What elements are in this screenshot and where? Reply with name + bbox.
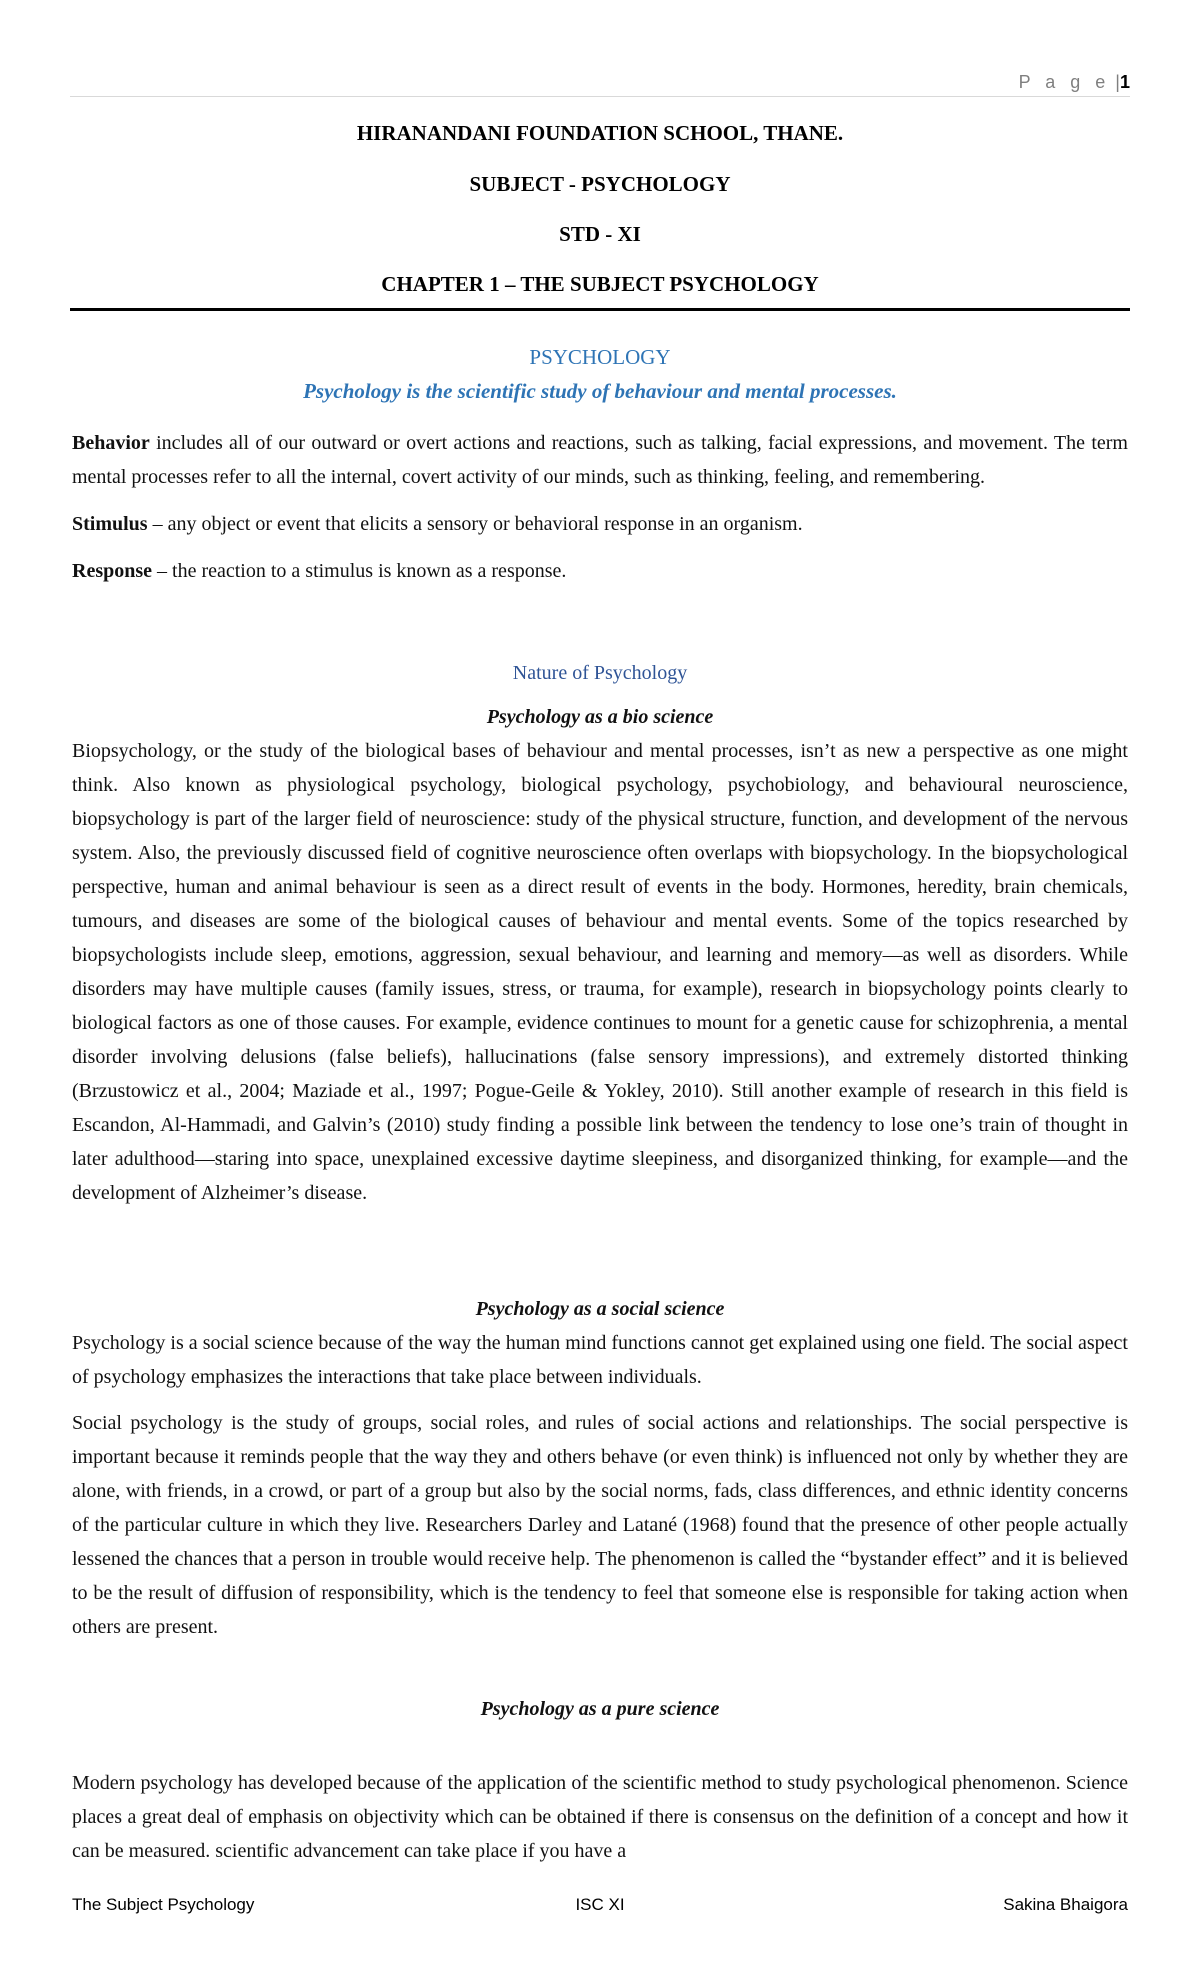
social-science-text-1: Psychology is a social science because of the way the human mind functions cannot get explained using one field. The social aspect of psychology emphasizes the interactions that take place between individuals. (72, 1332, 1128, 1388)
footer-right: Sakina Bhaigora (1003, 1895, 1128, 1914)
page-separator: | (1115, 72, 1120, 92)
terms-section (72, 426, 1128, 588)
page-label: P a g e (1018, 72, 1111, 92)
nature-heading: Nature of Psychology (512, 662, 688, 684)
behavior-text: includes all of our outward or overt actions and reactions, such as talking, facial expressions, and movement. The term mental processes refer to all the internal, covert activity of our minds, such as thinking, feeling, and remembering. (72, 432, 1128, 488)
social-science-text-2: Social psychology is the study of groups, social roles, and rules of social actions and relationships. The social perspective is important because it reminds people that the way they and others behave (or even think) is influenced not only by whether they are alone, with friends, in a crowd, or part of a group but also by the social norms, fads, class differences, and ethnic identity concerns of the particular culture in which they live. Researchers Darley and Latané (1968) found that the presence of other people actually lessened the chances that a person in trouble would receive help. The phenomenon is called the “bystander effect” and it is believed to be the result of diffusion of responsibility, which is the tendency to feel that someone else is responsible for taking action when others are present. (72, 1412, 1128, 1638)
social-science-section (72, 1292, 1128, 1644)
page-number: 1 (1119, 72, 1130, 92)
stimulus-text: – any object or event that elicits a sensory or behavioral response in an organism. (147, 513, 803, 535)
pure-science-text: Modern psychology has developed because of the application of the scientific method to study psychological phenomenon. Science places a great deal of emphasis on objectivity which can be obtained if there is consensus on the definition of a concept and how it can be measured. scientific advancement can take place if you have a (72, 1772, 1128, 1862)
chapter-title: CHAPTER 1 – THE SUBJECT PSYCHOLOGY (381, 272, 819, 296)
response-text: – the reaction to a stimulus is known as a response. (152, 560, 567, 582)
school-title: HIRANANDANI FOUNDATION SCHOOL, THANE. (356, 121, 844, 145)
footer-center: ISC XI (575, 1895, 625, 1914)
header-divider (70, 96, 1130, 97)
response-term: Response (72, 560, 153, 582)
subject-title: SUBJECT - PSYCHOLOGY (469, 172, 731, 196)
page-number-header (1019, 72, 1130, 93)
bio-science-text: Biopsychology, or the study of the biological bases of behaviour and mental processes, isn’t as new a perspective as one might think. Also known as physiological psychology, biological psychology, psychobiology, and behavioural neuroscience, biopsychology is part of the larger field of neuroscience: study of the physical structure, function, and development of the nervous system. Also, the previously discussed field of cognitive neuroscience often overlaps with biopsychology. In the biopsychological perspective, human and animal behaviour is seen as a direct result of events in the body. Hormones, heredity, brain chemicals, tumours, and diseases are some of the biological causes of behaviour and mental events. Some of the topics researched by biopsychologists include sleep, emotions, aggression, sexual behaviour, and learning and memory—as well as disorders. While disorders may have multiple causes (family issues, stress, or trauma, for example), research in biopsychology points clearly to biological factors as one of those causes. For example, evidence continues to mount for a genetic cause for schizophrenia, a mental disorder involving delusions (false beliefs), hallucinations (false sensory impressions), and extremely distorted thinking (Brzustowicz et al., 2004; Maziade et al., 1997; Pogue-Geile & Yokley, 2010). Still another example of research in this field is Escandon, Al-Hammadi, and Galvin’s (2010) study finding a possible link between the tendency to lose one’s train of thought in later adulthood—staring into space, unexplained excessive daytime sleepiness, and disorganized thinking, for example—and the development of Alzheimer’s disease. (72, 740, 1128, 1204)
stimulus-term: Stimulus (72, 513, 148, 535)
psychology-heading: PSYCHOLOGY (529, 345, 671, 369)
intro-section (72, 340, 1128, 408)
social-science-heading: Psychology as a social science (475, 1298, 725, 1320)
stimulus-paragraph (72, 507, 1128, 541)
response-paragraph (72, 554, 1128, 588)
behavior-term: Behavior (72, 432, 150, 454)
pure-science-heading: Psychology as a pure science (480, 1698, 720, 1720)
behavior-paragraph (72, 426, 1128, 494)
nature-heading-block (72, 656, 1128, 690)
bio-science-section (72, 700, 1128, 1210)
title-divider (70, 308, 1130, 311)
std-title: STD - XI (559, 222, 641, 246)
definition-text: Psychology is the scientific study of behaviour and mental processes. (303, 379, 897, 403)
bio-science-heading: Psychology as a bio science (486, 706, 714, 728)
footer-left: The Subject Psychology (72, 1895, 255, 1914)
pure-science-section (72, 1692, 1128, 1868)
